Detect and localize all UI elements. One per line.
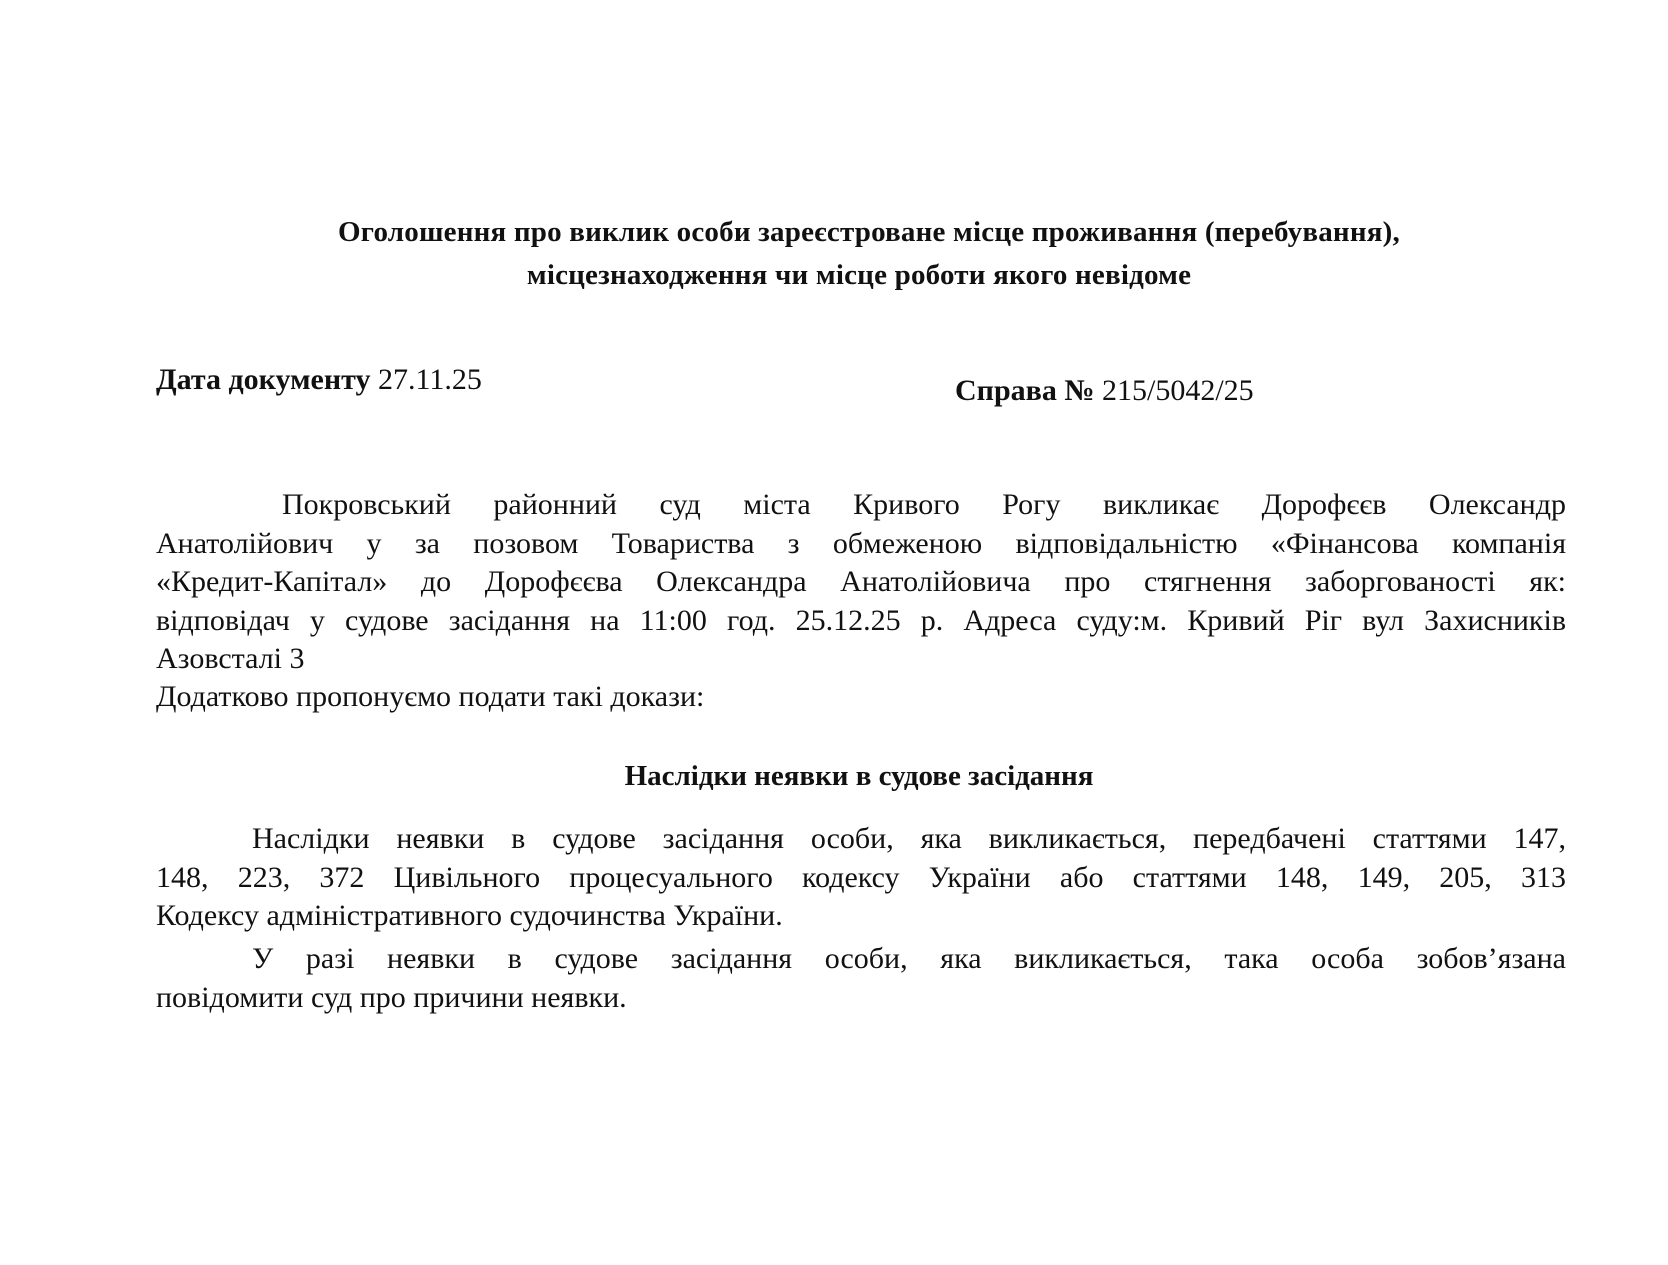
case-value: 215/5042/25 [1101,374,1254,407]
consequences-paragraph [156,820,1566,936]
date-value: 27.11.25 [377,363,482,396]
summons-line: «Кредит-Капітал» до Дорофєєва Олександра Анатолійовича про стягнення заборгованості як: [156,565,1566,598]
summons-line: Азовсталі 3 [156,642,305,675]
document-title-line-2: місцезнаходження чи місце роботи якого невідоме [526,259,1192,291]
summons-line: Покровський районний суд міста Кривого Рогу викликає Дорофєєв Олександр [282,488,1566,521]
document-date [156,362,482,398]
case-label: Справа № [955,374,1095,407]
duty-line: У разі неявки в судове засідання особи, яка викликається, така особа зобов’язана [252,942,1566,975]
summons-line: відповідач у судове засідання на 11:00 год. 25.12.25 р. Адреса суду:м. Кривий Ріг вул Захисників [156,603,1566,637]
case-number [955,373,1254,409]
section-heading: Наслідки неявки в судове засідання [624,760,1094,792]
summons-paragraph [156,486,1566,679]
duty-paragraph [156,940,1566,1017]
date-label: Дата документу [156,363,371,396]
summons-line: Анатолійович у за позовом Товариства з обмеженою відповідальністю «Фінансова компанія [156,526,1566,560]
document-title-line-1: Оголошення про виклик особи зареєстроване місце проживання (перебування), [338,216,1400,248]
consequences-line: Наслідки неявки в судове засідання особи, яка викликається, передбачені статтями 147, [252,822,1566,855]
duty-line: повідомити суд про причини неявки. [156,980,627,1014]
consequences-line: 148, 223, 372 Цивільного процесуального кодексу України або статтями 148, 149, 205, 313 [156,860,1566,894]
consequences-line: Кодексу адміністративного судочинства України. [156,899,783,932]
additional-evidence-text: Додатково пропонуємо подати такі докази: [156,680,705,713]
